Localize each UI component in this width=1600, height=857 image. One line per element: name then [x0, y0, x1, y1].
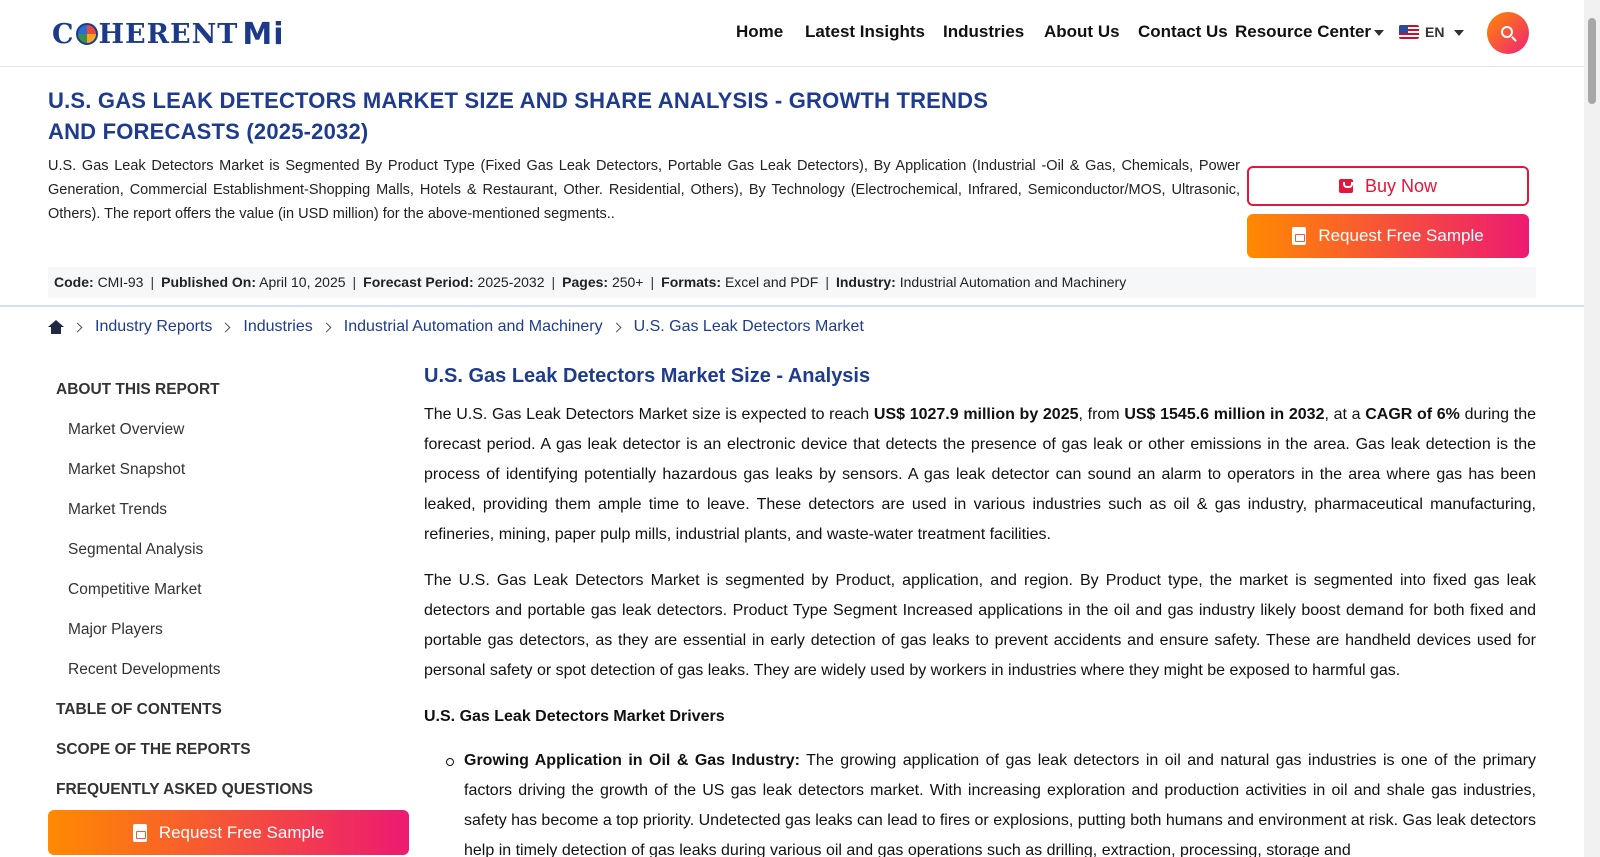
nav-resource-center[interactable]: Resource Center	[1235, 22, 1372, 41]
shopping-bag-icon	[1339, 179, 1353, 193]
drivers-list	[424, 746, 1536, 857]
content-heading: U.S. Gas Leak Detectors Market Size - Analysis	[424, 365, 871, 387]
search-button[interactable]	[1487, 12, 1529, 54]
sidebar-item-market-trends[interactable]: Market Trends	[68, 501, 168, 518]
published-value: April 10, 2025	[259, 274, 346, 290]
p1-cagr: CAGR of 6%	[1365, 406, 1460, 423]
sidebar-faq-heading[interactable]: FREQUENTLY ASKED QUESTIONS	[56, 781, 313, 798]
coherent-mi-logo[interactable]	[52, 18, 285, 50]
logo-letter: C	[52, 18, 75, 50]
sidebar-item-segmental-analysis[interactable]: Segmental Analysis	[68, 541, 204, 558]
forecast-label: Forecast Period:	[363, 274, 474, 290]
pages-value: 250+	[611, 274, 644, 290]
sidebar-item-market-overview[interactable]: Market Overview	[68, 421, 185, 438]
nav-home[interactable]: Home	[736, 22, 784, 41]
breadcrumb-industrial-automation[interactable]: Industrial Automation and Machinery	[343, 318, 603, 335]
report-description: U.S. Gas Leak Detectors Market is Segmented By Product Type (Fixed Gas Leak Detectors, Portable Gas Leak Detectors), By Application (Industrial -Oil & Gas, Chemicals, Power Generation, Commercial Establishment-Shopping Malls, Hotels & Restaurant, Other. Residential, Others), By Technology (Electrochemical, Infrared, Semiconductor/MOS, Ultrasonic, Others). The report offers the value (in USD million) for the above-mentioned segments..	[48, 158, 1240, 222]
p1-text-a: The U.S. Gas Leak Detectors Market size is expected to reach	[424, 406, 874, 423]
p1-value-2032: US$ 1545.6 million in 2032	[1124, 406, 1325, 423]
driver-1-title: Growing Application in Oil & Gas Industry:	[464, 752, 800, 769]
pdf-file-icon	[1292, 227, 1306, 245]
p1-text-e: , at a	[1324, 406, 1366, 423]
sidebar-scope-heading[interactable]: SCOPE OF THE REPORTS	[56, 741, 251, 758]
top-navigation-bar	[0, 0, 1584, 67]
sidebar-request-sample-button[interactable]	[48, 810, 409, 855]
logo-mi: Mi	[242, 16, 285, 52]
published-label: Published On:	[161, 274, 256, 290]
breadcrumb-industry-reports[interactable]: Industry Reports	[95, 318, 213, 335]
code-value: CMI-93	[97, 274, 144, 290]
pdf-file-icon	[133, 824, 147, 842]
buy-now-button[interactable]	[1247, 166, 1529, 206]
pages-label: Pages:	[562, 274, 609, 290]
p1-text-c: , from	[1078, 406, 1125, 423]
request-sample-button[interactable]	[1247, 214, 1529, 258]
chevron-right-icon	[221, 322, 231, 332]
nav-contact-us[interactable]: Contact Us	[1138, 22, 1228, 41]
industry-label: Industry:	[835, 274, 896, 290]
forecast-value: 2025-2032	[477, 274, 545, 290]
language-selector[interactable]: EN	[1425, 24, 1445, 40]
report-header	[0, 67, 1584, 307]
sidebar-item-major-players[interactable]: Major Players	[68, 621, 163, 638]
chevron-right-icon	[321, 322, 331, 332]
report-content	[424, 365, 1536, 857]
request-sample-label: Request Free Sample	[1318, 226, 1484, 245]
driver-1-text: The growing application of gas leak detectors in oil and natural gas industries is one of the primary factors driving the growth of the US gas leak detectors market. With increasing exploration and production activities in oil and shale gas industries, safety has become a top priority. Undetected gas leaks can lead to fires or explosions, putting both humans and environment at risk. Gas leak detectors help in timely detection of gas leaks during various oil and gas operations such as drilling, extraction, processing, storage and	[464, 752, 1536, 857]
drivers-heading: U.S. Gas Leak Detectors Market Drivers	[424, 708, 725, 725]
report-meta-bar: Code: CMI-93 | Published On: April 10, 2025 | Forecast Period: 2025-2032 | Pages: 250+ | Formats: Excel and PDF | Industry: Industrial Automation and Machinery	[48, 267, 1536, 298]
sidebar-item-recent-developments[interactable]: Recent Developments	[68, 661, 221, 678]
resource-center-chevron-down-icon[interactable]	[1374, 30, 1384, 36]
logo-globe-icon	[76, 23, 98, 45]
list-item	[446, 746, 1536, 857]
buy-now-label: Buy Now	[1364, 175, 1438, 196]
sidebar-item-market-snapshot[interactable]: Market Snapshot	[68, 461, 186, 478]
sidebar-item-competitive-market[interactable]: Competitive Market	[68, 581, 202, 598]
p1-value-2025: US$ 1027.9 million by 2025	[873, 406, 1079, 423]
home-icon[interactable]	[48, 320, 64, 334]
content-paragraph-1	[424, 400, 1536, 550]
p1-text-g: during the forecast period. A gas leak detector is an electronic device that detects the presence of gas leak or other emissions in the area. Gas leak detection is the process of identifying potentially hazardous gas leaks by sensors. A gas leak detector can sound an alarm to operators in the area where gas has been leaked, providing them ample time to leave. These detectors are used in various industries such as oil & gas industry, pharmaceutical manufacturing, refineries, mining, paper pulp mills, industrial plants, and waste-water treatment facilities.	[424, 406, 1536, 543]
formats-label: Formats:	[661, 274, 722, 290]
page-scrollbar[interactable]	[1584, 0, 1600, 857]
nav-industries[interactable]: Industries	[943, 22, 1025, 41]
logo-word: HERENT	[98, 18, 239, 50]
scrollbar-thumb[interactable]	[1588, 18, 1596, 104]
code-label: Code:	[54, 274, 94, 290]
breadcrumb-industries[interactable]: Industries	[243, 318, 313, 335]
sidebar-about-heading[interactable]: ABOUT THIS REPORT	[56, 381, 220, 398]
breadcrumb-current[interactable]: U.S. Gas Leak Detectors Market	[633, 318, 864, 335]
nav-about-us[interactable]: About Us	[1044, 22, 1120, 41]
breadcrumb	[48, 316, 864, 338]
search-icon	[1501, 26, 1513, 38]
us-flag-icon[interactable]	[1399, 25, 1419, 39]
language-chevron-down-icon[interactable]	[1454, 30, 1464, 36]
chevron-right-icon	[73, 322, 83, 332]
sidebar-request-sample-label: Request Free Sample	[158, 822, 325, 842]
page-title: U.S. GAS LEAK DETECTORS MARKET SIZE AND SHARE ANALYSIS - GROWTH TRENDS AND FORECASTS (2025-2032)	[48, 88, 989, 144]
formats-value: Excel and PDF	[724, 274, 819, 290]
sidebar-toc-heading[interactable]: TABLE OF CONTENTS	[56, 701, 222, 718]
content-paragraph-2: The U.S. Gas Leak Detectors Market is segmented by Product, application, and region. By Product type, the market is segmented into fixed gas leak detectors and portable gas leak detectors. Product Type Segment Increased applications in the oil and gas industry likely boost demand for both fixed and portable gas detectors, as they are essential in early detection of gas leaks to prevent accidents and ensure safety. These are handheld devices used for personal safety or spot detection of gas leaks. They are widely used by workers in industries where they might be exposed to harmful gas.	[424, 572, 1536, 679]
nav-latest-insights[interactable]: Latest Insights	[805, 22, 925, 41]
industry-value: Industrial Automation and Machinery	[899, 274, 1127, 290]
report-sidebar	[48, 370, 409, 810]
chevron-right-icon	[611, 322, 621, 332]
